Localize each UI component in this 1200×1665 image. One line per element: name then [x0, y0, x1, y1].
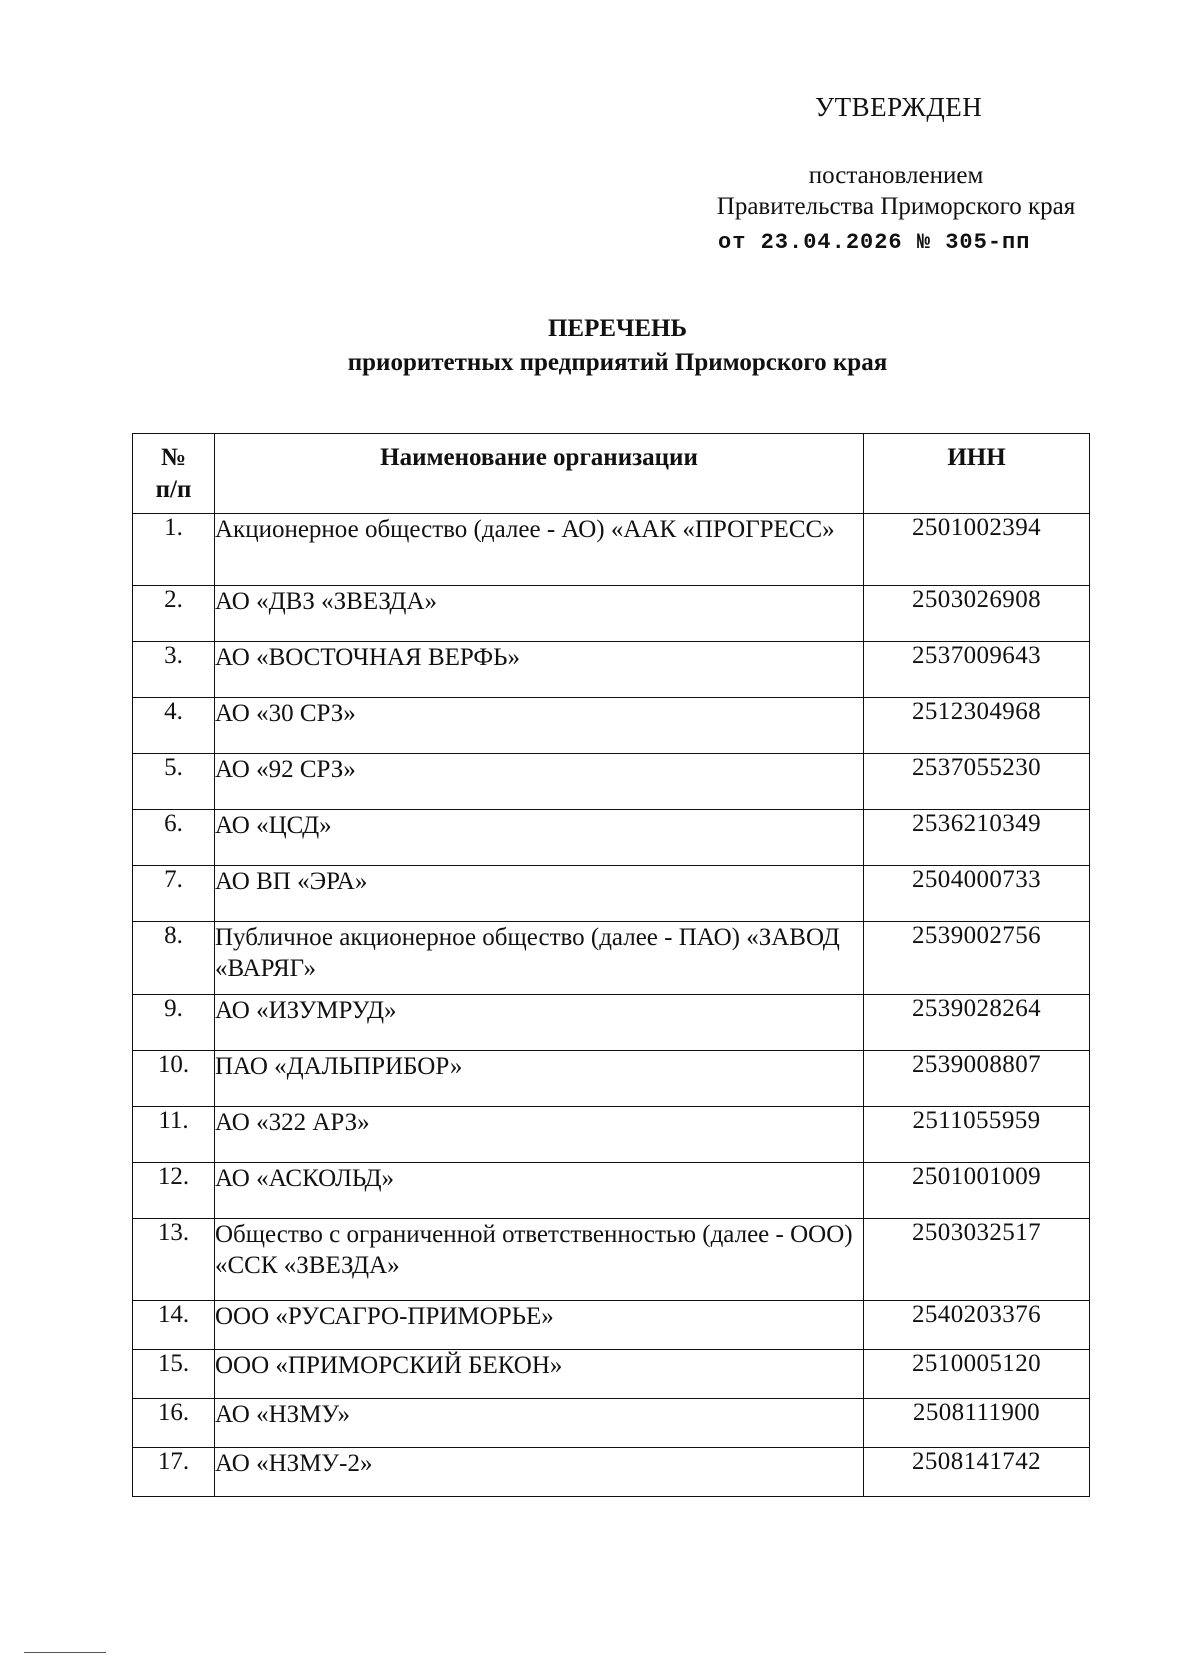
row-name: АО «92 СРЗ» [215, 754, 864, 810]
row-name: АО «322 АРЗ» [215, 1107, 864, 1163]
row-name: Публичное акционерное общество (далее - ПАО) «ЗАВОД «ВАРЯГ» [215, 922, 864, 995]
row-name: АО «НЗМУ» [215, 1399, 864, 1448]
table-row [133, 922, 1090, 995]
enterprises-table [132, 433, 1090, 1497]
row-num: 3. [133, 642, 215, 698]
row-name: Акционерное общество (далее - АО) «ААК «ПРОГРЕСС» [215, 514, 864, 586]
table-row [133, 514, 1090, 586]
row-inn: 2501001009 [864, 1163, 1090, 1219]
row-num: 13. [133, 1219, 215, 1301]
table-row [133, 642, 1090, 698]
table-row [133, 1301, 1090, 1350]
row-inn: 2501002394 [864, 514, 1090, 586]
row-inn: 2503032517 [864, 1219, 1090, 1301]
row-inn: 2539002756 [864, 922, 1090, 995]
row-inn: 2512304968 [864, 698, 1090, 754]
row-inn: 2503026908 [864, 586, 1090, 642]
row-inn: 2511055959 [864, 1107, 1090, 1163]
row-num: 11. [133, 1107, 215, 1163]
table-row [133, 698, 1090, 754]
row-name: ООО «ПРИМОРСКИЙ БЕКОН» [215, 1350, 864, 1399]
row-num: 9. [133, 995, 215, 1051]
table-row [133, 1107, 1090, 1163]
row-num: 8. [133, 922, 215, 995]
header-name: Наименование организации [215, 434, 864, 514]
row-name: ПАО «ДАЛЬПРИБОР» [215, 1051, 864, 1107]
row-num: 5. [133, 754, 215, 810]
row-name: ООО «РУСАГРО-ПРИМОРЬЕ» [215, 1301, 864, 1350]
row-num: 6. [133, 810, 215, 866]
row-name: Общество с ограниченной ответственностью (далее - ООО) «ССК «ЗВЕЗДА» [215, 1219, 864, 1301]
row-num: 14. [133, 1301, 215, 1350]
row-num: 1. [133, 514, 215, 586]
row-name: АО «30 СРЗ» [215, 698, 864, 754]
title-line-1: ПЕРЕЧЕНЬ [547, 315, 688, 342]
decree-reference [686, 160, 1106, 222]
row-num: 15. [133, 1350, 215, 1399]
header-inn: ИНН [864, 434, 1090, 514]
header-num: № п/п [133, 434, 215, 514]
row-inn: 2539028264 [864, 995, 1090, 1051]
row-inn: 2540203376 [864, 1301, 1090, 1350]
row-name: АО «АСКОЛЬД» [215, 1163, 864, 1219]
footer-divider [24, 1652, 106, 1653]
row-inn: 2508141742 [864, 1448, 1090, 1497]
row-num: 16. [133, 1399, 215, 1448]
table-row [133, 995, 1090, 1051]
table-row [133, 1448, 1090, 1497]
row-inn: 2539008807 [864, 1051, 1090, 1107]
approved-label: УТВЕРЖДЕН [815, 92, 983, 122]
row-name: АО «ЦСД» [215, 810, 864, 866]
row-inn: 2508111900 [864, 1399, 1090, 1448]
row-name: АО «НЗМУ-2» [215, 1448, 864, 1497]
row-num: 10. [133, 1051, 215, 1107]
row-name: АО «ДВЗ «ЗВЕЗДА» [215, 586, 864, 642]
table-row [133, 1399, 1090, 1448]
row-inn: 2504000733 [864, 866, 1090, 922]
decree-line-2: Правительства Приморского края [716, 193, 1076, 220]
row-inn: 2510005120 [864, 1350, 1090, 1399]
document-title [0, 312, 1200, 380]
table-header-row [133, 434, 1090, 514]
table-row [133, 810, 1090, 866]
row-inn: 2537055230 [864, 754, 1090, 810]
row-num: 7. [133, 866, 215, 922]
row-name: АО ВП «ЭРА» [215, 866, 864, 922]
table-row [133, 866, 1090, 922]
title-line-2: приоритетных предприятий Приморского края [347, 349, 888, 376]
row-num: 17. [133, 1448, 215, 1497]
table-row [133, 1350, 1090, 1399]
row-num: 2. [133, 586, 215, 642]
row-name: АО «ВОСТОЧНАЯ ВЕРФЬ» [215, 642, 864, 698]
table-row [133, 1219, 1090, 1301]
row-inn: 2536210349 [864, 810, 1090, 866]
table-row [133, 754, 1090, 810]
table-row [133, 1051, 1090, 1107]
decree-line-1: постановлением [808, 162, 984, 189]
row-name: АО «ИЗУМРУД» [215, 995, 864, 1051]
decree-date: от 23.04.2026 № 305-пп [718, 230, 1031, 255]
row-num: 12. [133, 1163, 215, 1219]
row-inn: 2537009643 [864, 642, 1090, 698]
table-row [133, 1163, 1090, 1219]
row-num: 4. [133, 698, 215, 754]
table-row [133, 586, 1090, 642]
